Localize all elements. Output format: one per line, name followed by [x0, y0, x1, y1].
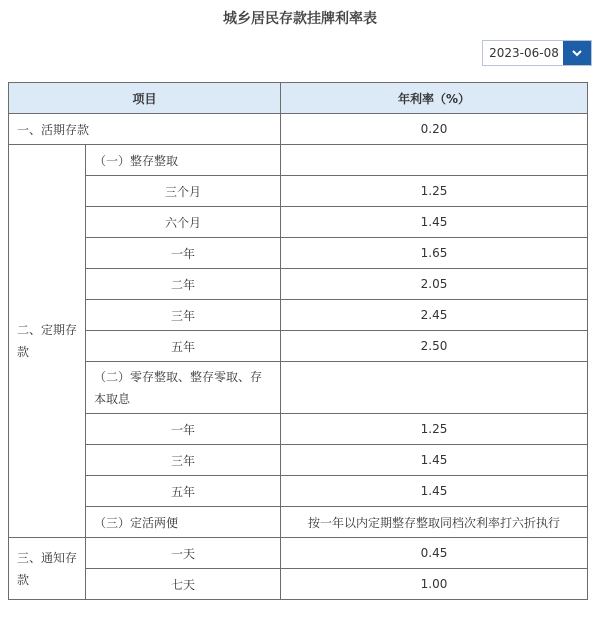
rate-cell: 1.45 — [281, 207, 588, 238]
table-row — [9, 476, 588, 507]
rate-table — [8, 82, 588, 600]
subcategory-installment: （二）零存整取、整存零取、存本取息 — [86, 362, 281, 414]
rate-cell: 1.45 — [281, 445, 588, 476]
term-cell: 一年 — [86, 414, 281, 445]
table-row — [9, 445, 588, 476]
category-notice: 三、通知存款 — [9, 538, 86, 600]
rate-cell: 1.25 — [281, 414, 588, 445]
term-cell: 三个月 — [86, 176, 281, 207]
rate-cell: 按一年以内定期整存整取同档次利率打六折执行 — [281, 507, 588, 538]
category-fixed: 二、定期存款 — [9, 145, 86, 538]
table-row — [9, 145, 588, 176]
table-row — [9, 331, 588, 362]
term-cell: 二年 — [86, 269, 281, 300]
term-cell: 三年 — [86, 300, 281, 331]
term-cell: 五年 — [86, 331, 281, 362]
rate-cell: 1.65 — [281, 238, 588, 269]
rate-cell: 1.25 — [281, 176, 588, 207]
table-row — [9, 269, 588, 300]
term-cell: 三年 — [86, 445, 281, 476]
term-cell: 一年 — [86, 238, 281, 269]
rate-cell: 1.00 — [281, 569, 588, 600]
rate-cell: 0.45 — [281, 538, 588, 569]
table-row — [9, 414, 588, 445]
subcategory-lump-sum: （一）整存整取 — [86, 145, 281, 176]
header-item: 项目 — [9, 83, 281, 114]
rate-cell: 2.45 — [281, 300, 588, 331]
chevron-down-icon — [571, 48, 583, 58]
table-row — [9, 507, 588, 538]
term-cell: 五年 — [86, 476, 281, 507]
page-title: 城乡居民存款挂牌利率表 — [223, 11, 377, 27]
table-row — [9, 238, 588, 269]
table-row — [9, 300, 588, 331]
term-cell: 六个月 — [86, 207, 281, 238]
table-row — [9, 114, 588, 145]
date-select-button[interactable] — [563, 41, 591, 65]
rate-cell: 0.20 — [281, 114, 588, 145]
table-row — [9, 538, 588, 569]
category-demand: 一、活期存款 — [9, 114, 281, 145]
header-rate: 年利率（%） — [281, 83, 588, 114]
subcategory-flexible: （三）定活两便 — [86, 507, 281, 538]
table-header-row — [9, 83, 588, 114]
rate-cell: 2.50 — [281, 331, 588, 362]
table-row — [9, 207, 588, 238]
table-row — [9, 362, 588, 414]
rate-cell: 1.45 — [281, 476, 588, 507]
term-cell: 七天 — [86, 569, 281, 600]
date-select[interactable] — [482, 40, 592, 66]
rate-cell: 2.05 — [281, 269, 588, 300]
term-cell: 一天 — [86, 538, 281, 569]
table-row — [9, 176, 588, 207]
table-row — [9, 569, 588, 600]
date-select-value: 2023-06-08 — [489, 46, 559, 60]
